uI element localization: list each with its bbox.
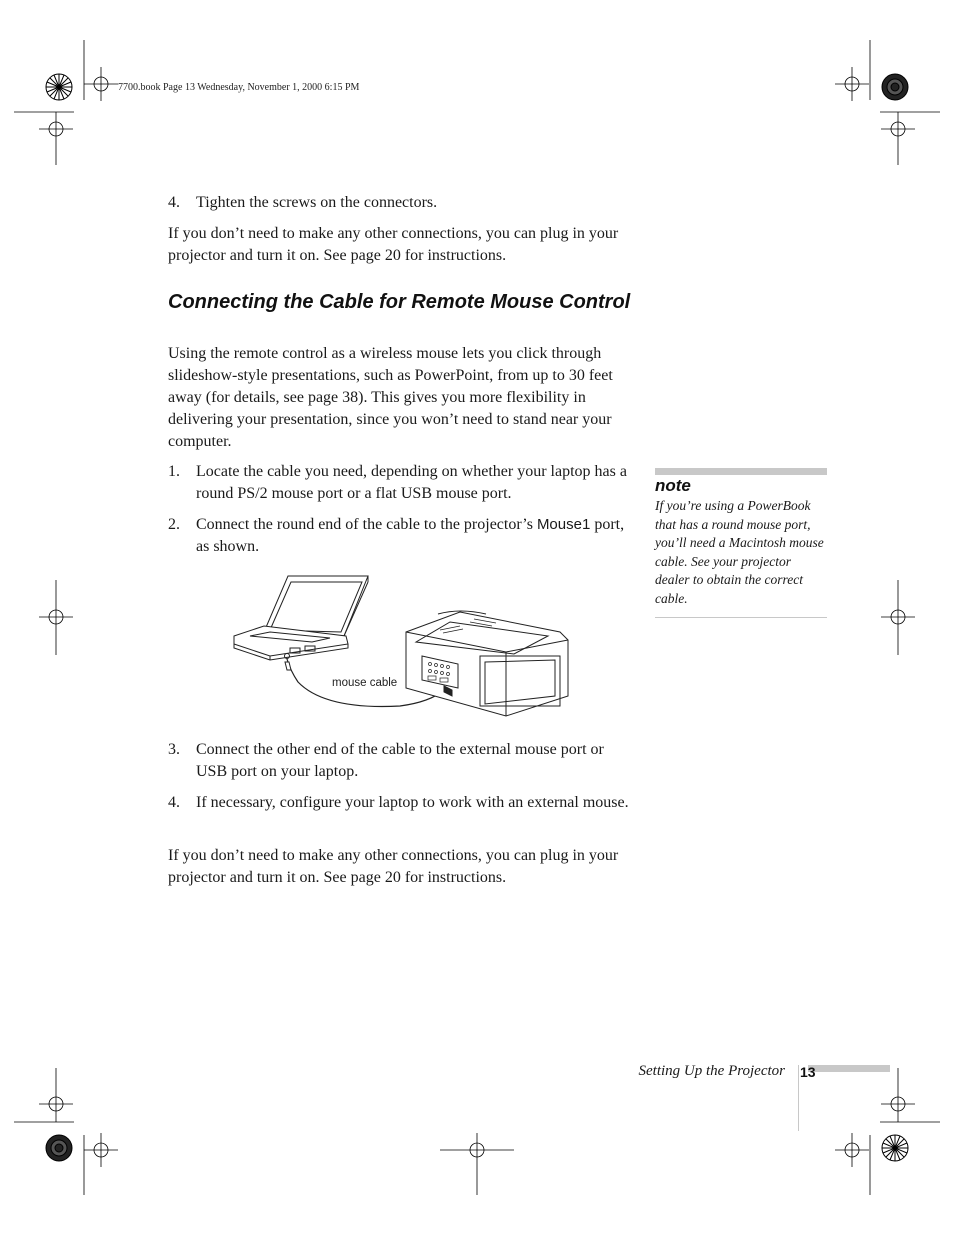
starburst-target-top-right (882, 74, 908, 100)
paragraph-plug-in-top: If you don’t need to make any other connections, you can plug in your projector and turn it on. See page 20 for instructions. (168, 225, 619, 264)
mouse-cable-label: mouse cable (332, 677, 398, 689)
registration-target-bottom-left (84, 1133, 118, 1167)
port-name: Mouse1 (536, 516, 591, 533)
list-item-step-1 (168, 461, 638, 505)
registration-target-right-upper (881, 112, 915, 165)
footer-divider (798, 1065, 799, 1131)
projector-illustration (406, 611, 568, 716)
starburst-target-bottom-right (882, 1135, 908, 1161)
starburst-target-top-left (46, 74, 72, 100)
note-text: If you’re using a PowerBook that has a round mouse port, you’ll need a Macintosh mouse cable. See your projector dealer to obtain the correct cable. (655, 498, 824, 606)
registration-target-top-right (835, 67, 869, 101)
footer-section-title: Setting Up the Projector (638, 1063, 785, 1079)
list-item-step-4 (168, 792, 638, 814)
footer-tab-bar (808, 1065, 890, 1072)
registration-target-left-middle (39, 580, 73, 655)
registration-target-top-left (84, 67, 118, 101)
page-number: 13 (800, 1064, 816, 1080)
laptop-projector-illustration (230, 570, 575, 718)
registration-target-bottom-center (440, 1133, 514, 1195)
list-text: Locate the cable you need, depending on whether your laptop has a round PS/2 mouse port or a flat USB mouse port. (196, 463, 627, 502)
registration-target-bottom-right (835, 1133, 869, 1167)
note-bottom-rule (655, 617, 827, 618)
list-text: Tighten the screws on the connectors. (196, 194, 438, 211)
intro-paragraph: Using the remote control as a wireless mouse lets you click through slideshow-style presentations, such as PowerPoint, from up to 30 feet away (for details, see page 38). This gives you more flexibility in delivering your presentation, since you won’t need to stand near your computer. (168, 345, 613, 450)
list-text-before: Connect the round end of the cable to the projector’s (196, 516, 537, 533)
list-number: 4. (168, 194, 180, 211)
starburst-target-bottom-left (46, 1135, 72, 1161)
section-heading: Connecting the Cable for Remote Mouse Control (168, 291, 631, 313)
list-number: 1. (168, 463, 180, 480)
list-number: 4. (168, 794, 180, 811)
registration-target-left-lower (39, 1068, 73, 1122)
list-number: 2. (168, 516, 180, 533)
registration-target-left-upper (39, 112, 73, 165)
laptop-illustration (234, 576, 368, 660)
paragraph-plug-in-bottom: If you don’t need to make any other connections, you can plug in your projector and turn it on. See page 20 for instructions. (168, 847, 619, 886)
note-top-bar (655, 468, 827, 475)
list-text (196, 514, 638, 558)
list-number: 3. (168, 741, 180, 758)
list-text: If necessary, configure your laptop to work with an external mouse. (196, 794, 629, 811)
book-file-info: 7700.book Page 13 Wednesday, November 1, 2000 6:15 PM (118, 82, 360, 93)
list-text-after: port, as shown. (196, 516, 625, 555)
list-item-step-3 (168, 739, 638, 783)
list-item-step-2 (168, 514, 638, 558)
list-item-step-4-top (168, 192, 638, 214)
registration-target-right-lower (881, 1068, 915, 1122)
registration-target-right-middle (881, 580, 915, 655)
note-title: note (655, 476, 691, 495)
list-text: Connect the other end of the cable to the external mouse port or USB port on your laptop. (196, 741, 604, 780)
